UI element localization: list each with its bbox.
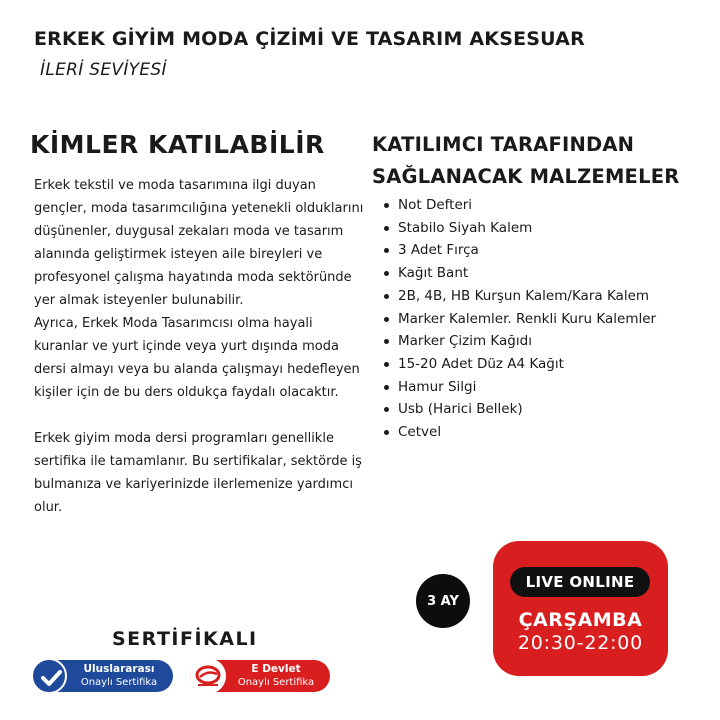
list-item: 3 Adet Fırça <box>380 239 656 262</box>
list-item: Kağıt Bant <box>380 262 656 285</box>
list-item: Usb (Harici Bellek) <box>380 398 656 421</box>
list-item: 2B, 4B, HB Kurşun Kalem/Kara Kalem <box>380 285 656 308</box>
list-item: 15-20 Adet Düz A4 Kağıt <box>380 353 656 376</box>
page-title: ERKEK GİYİM MODA ÇİZİMİ VE TASARIM AKSESUAR <box>34 28 585 50</box>
who-paragraph-3: Erkek giyim moda dersi programları genellikle sertifika ile tamamlanır. Bu sertifikalar, sektörde iş bulmanıza ve kariyerinizde ilerlemenize yardımcı olur. <box>34 431 362 515</box>
list-item: Hamur Silgi <box>380 376 656 399</box>
list-item: Not Defteri <box>380 194 656 217</box>
materials-list <box>380 194 656 444</box>
who-can-join-heading: KİMLER KATILABİLİR <box>30 130 325 159</box>
list-item: Cetvel <box>380 421 656 444</box>
live-online-badge: LIVE ONLINE <box>510 567 650 597</box>
who-paragraph-2: Ayrıca, Erkek Moda Tasarımcısı olma hayali kuranlar ve yurt içinde veya yurt dışında moda dersi almayı veya bu alanda çalışmayı hedefleyen kişiler için de bu ders oldukça faydalı olacaktır. <box>34 316 360 400</box>
materials-heading-line-2: SAĞLANACAK MALZEMELER <box>372 165 680 188</box>
schedule-day: ÇARŞAMBA <box>518 609 643 631</box>
badge-line-1: E Devlet <box>251 663 301 675</box>
certificate-heading: SERTİFİKALI <box>112 628 258 650</box>
who-paragraph-1: Erkek tekstil ve moda tasarımına ilgi duyan gençler, moda tasarımcılığına yetenekli olduklarını düşünenler, duygusal zekaları moda ve tasarım alanında geliştirmek isteyen aile bireyleri ve profesyonel çalışma hayatında moda sektöründe yer almak isteyenler bulunabilir. <box>34 178 364 308</box>
international-certificate-badge <box>33 660 173 692</box>
duration-badge: 3 AY <box>416 574 470 628</box>
materials-heading <box>372 129 679 193</box>
badge-line-2: Onaylı Sertifika <box>80 677 158 688</box>
page-subtitle: İLERİ SEVİYESİ <box>40 60 167 80</box>
badge-line-2: Onaylı Sertifika <box>237 677 315 688</box>
badge-line-1: Uluslararası <box>83 663 155 675</box>
checkmark-icon <box>31 658 67 694</box>
schedule-time: 20:30-22:00 <box>517 632 644 654</box>
list-item: Stabilo Siyah Kalem <box>380 217 656 240</box>
list-item: Marker Çizim Kağıdı <box>380 330 656 353</box>
materials-heading-line-1: KATILIMCI TARAFINDAN <box>372 133 635 156</box>
list-item: Marker Kalemler. Renkli Kuru Kalemler <box>380 308 656 331</box>
e-devlet-logo-icon <box>190 658 226 694</box>
schedule-card <box>493 541 668 676</box>
e-devlet-certificate-badge <box>190 660 330 692</box>
who-can-join-text <box>34 174 364 519</box>
